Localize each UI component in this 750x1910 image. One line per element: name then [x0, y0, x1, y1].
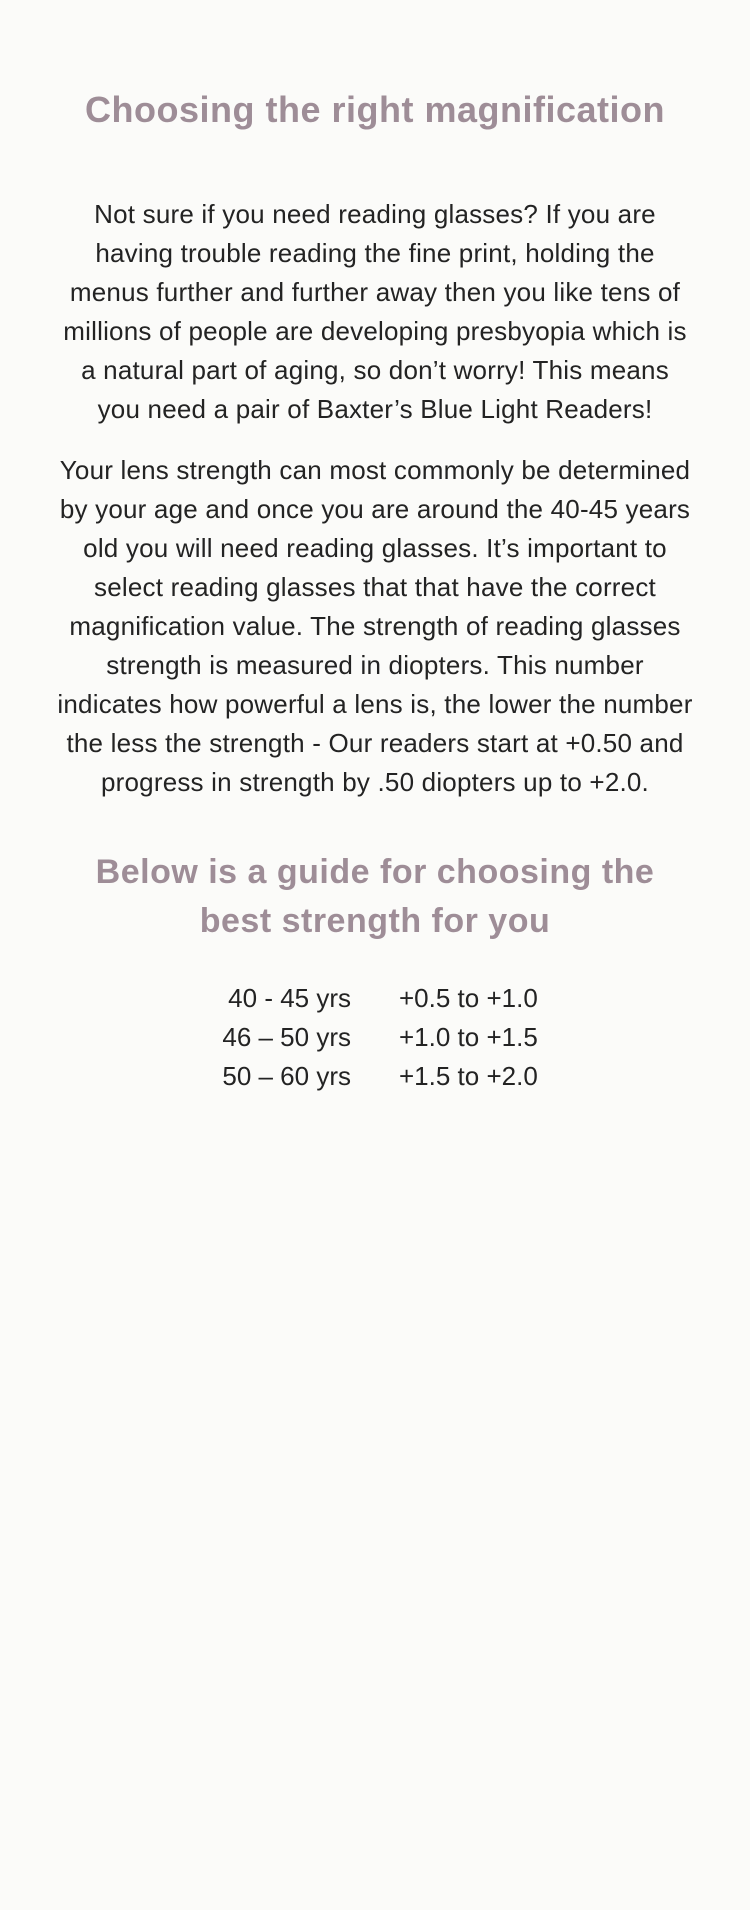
strength-guide-heading: Below is a guide for choosing the best strength for you	[95, 853, 655, 940]
strength-range-cell: +1.0 to +1.5	[399, 1022, 538, 1052]
table-row	[171, 1057, 579, 1096]
lens-strength-paragraph: Your lens strength can most commonly be determined by your age and once you are around the 40-45 years old you will need reading glasses. It’s important to select reading glasses that that have the correct magnification value. The strength of reading glasses strength is measured in diopters. This number indicates how powerful a lens is, the lower the number the less the strength - Our readers start at +0.50 and progress in strength by .50 diopters up to +2.0.	[57, 455, 693, 797]
page-title: Choosing the right magnification	[85, 89, 665, 130]
strength-range-cell: +0.5 to +1.0	[399, 983, 538, 1013]
table-row	[171, 979, 579, 1018]
age-range-cell: 46 – 50 yrs	[222, 1022, 351, 1052]
table-row	[171, 1018, 579, 1057]
strength-range-cell: +1.5 to +2.0	[399, 1061, 538, 1091]
age-range-cell: 50 – 60 yrs	[222, 1061, 351, 1091]
age-range-cell: 40 - 45 yrs	[228, 983, 351, 1013]
strength-guide-table	[171, 979, 579, 1096]
intro-paragraph: Not sure if you need reading glasses? If you are having trouble reading the fine print, holding the menus further and further away then you like tens of millions of people are developing presbyopia which is a natural part of aging, so don’t worry! This means you need a pair of Baxter’s Blue Light Readers!	[63, 199, 687, 424]
content-column	[57, 0, 693, 1096]
